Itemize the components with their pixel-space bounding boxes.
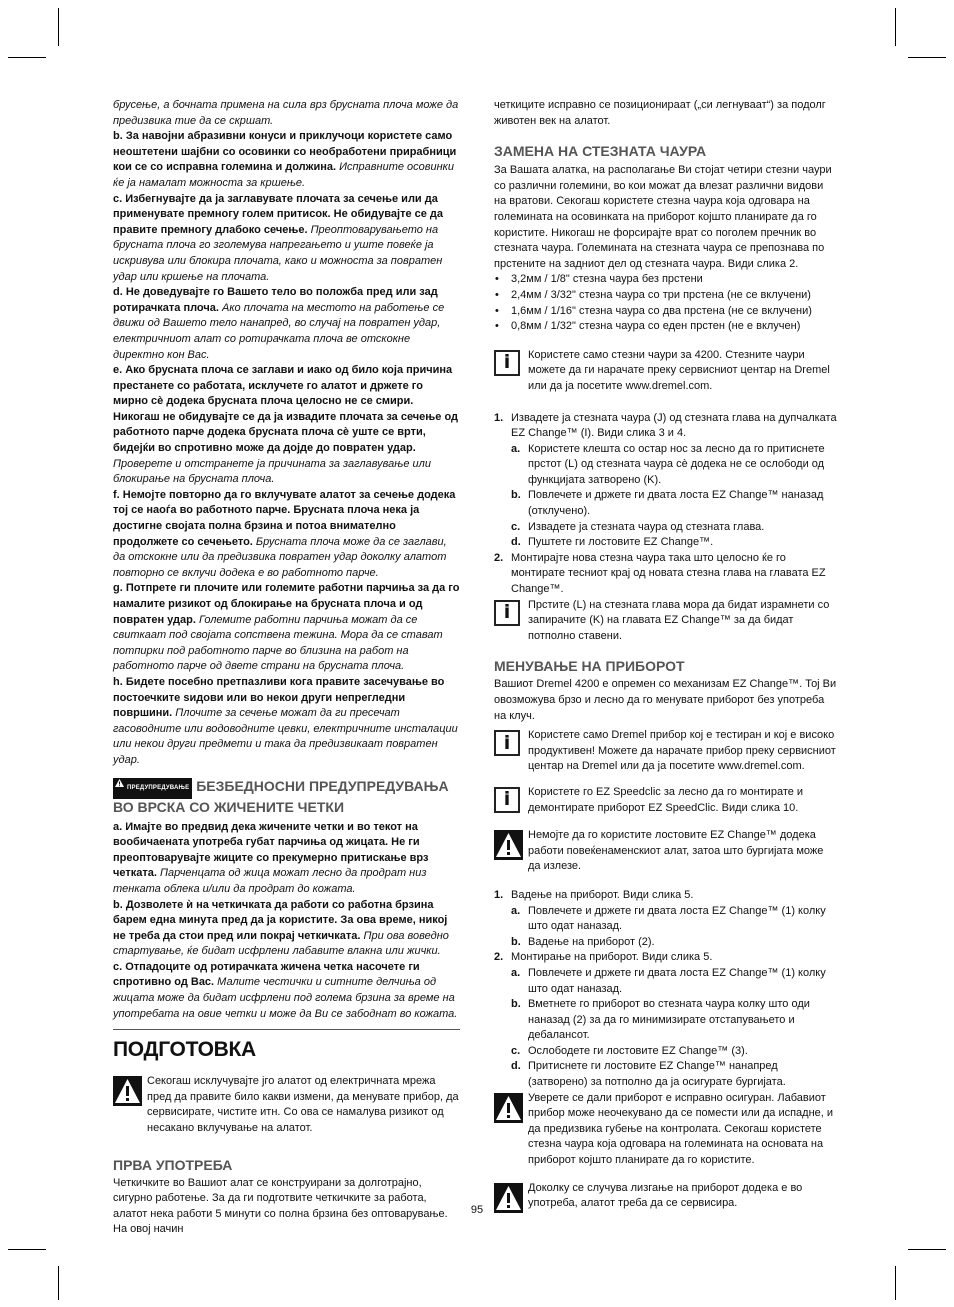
list-item: a. Повлечете и држете ги двата лоста EZ Change™ (1) колку што одат наназад. xyxy=(511,966,826,995)
paragraph: c. Отпадоците од ротирачката жичена четка насочете ги спротивно од Вас. Малите честички и ситните делчиња од жицата може да бидат исфрлени под голема брзина за време на употребата на овие четки и може да Ви се забоднат во кожата. xyxy=(113,960,458,1020)
accessory-steps xyxy=(494,888,838,1091)
paragraph: e. Ако брусната плоча се заглави и иако од било која причина престанете со работата, исклучете го алатот и држете го мирно сè додека брусната плоча целосно не се смири. Никогаш не обидувајте се да ја извадите плочата за сечење од работното парче додека брусната плоча сè уште се врти, бидејќи во спротивно може да дојде до повратен удар. Проверете и отстранете ја причината за заглавување или блокирање на брусната плоча. xyxy=(113,364,458,486)
warning-note: Уверете се дали приборот е исправно осигуран. Лабавиот прибор може неочекувано да се помести или да испадне, и да предизвика губење на контролата. Секогаш користете стезна чаура која одговара на големината на основата на приборот којшто планирате да го користите. xyxy=(494,1091,838,1169)
warning-icon xyxy=(113,1076,142,1106)
paragraph: f. Немојте повторно да го вклучувате алатот за сечење додека тој се наоѓа во работното парче. Брусната плоча нека ја достигне својата полна брзина и потоа внимателно продолжете со сечењето. Брусната плоча може да се заглави, да отскокне или да предизвика повратен удар доколку алатот повторно се вклучи додека е во работното парче. xyxy=(113,488,456,579)
section-heading-accessory-change: МЕНУВАЊЕ НА ПРИБОРОТ xyxy=(494,658,685,675)
warning-note: Немојте да го користите лостовите EZ Change™ додека работи повеќенаменскиот алат, затоа што бургијата може да излезе. xyxy=(494,828,838,875)
collet-size-list xyxy=(494,272,838,334)
info-icon: i xyxy=(494,730,520,756)
paragraph: b. Дозволете ѝ на четкичката да работи со работна брзина барем една минута пред да ја користите. За ова време, никој не треба да стои пред или покрај четкичката. При ова воведно стартување, ќе бидат исфрлени лабавите влакна или жички. xyxy=(113,898,449,958)
info-note: i Користете само Dremel прибор кој е тестиран и кој е високо продуктивен! Можете да нарачате прибор преку сервисниот центар на Dremel или да ја посетите www.dremel.com. xyxy=(494,728,838,775)
info-icon: i xyxy=(494,350,520,376)
warning-badge: ПРЕДУПРЕДУВАЊЕ xyxy=(113,778,192,799)
paragraph: Четкичките во Вашиот алат се конструирани за долготрајно, сигурно работење. За да ги подготвите четкичките за работа, алатот нека работи 5 минути со полна брзина без оптоварување. На овој начин xyxy=(113,1176,448,1236)
paragraph: c. Избегнувајте да ја заглавувате плочата за сечење или да применувате премногу голем притисок. Не обидувајте се да правите премногу длабоко сечење. Преоптоварувањето на брусната плоча го зголемува напрегањето и уште повеќе ја искривува или блокира плочата, како и можноста за повратен удар или кршење на плочата. xyxy=(113,192,444,283)
list-item: d. Пуштете ги лостовите EZ Change™. xyxy=(511,536,714,549)
paragraph: За Вашата алатка, на располагање Ви стојат четири стезни чаури со различни големини, во кои можат да влезат различни видови на вратови. Секогаш користете стезна чаура која одговара на големината на осовинката на приборот којшто планирате да го користите. Никогаш не форсирајте врат со поголем пречник во стезната чаура. Големината на стезната чаура се препознава по прстените на задниот дел од стезната чаура. Види слика 2. xyxy=(494,164,832,270)
section-heading-collet: ЗАМЕНА НА СТЕЗНАТА ЧАУРА xyxy=(494,143,707,160)
list-item: b. Вадење на приборот (2). xyxy=(511,935,655,948)
list-item: 1. Извадете ја стезната чаура (J) од стезната глава на дупчалката EZ Change™ (I). Види слика 3 и 4. a. Користете клешта со остар нос за лесно да го притиснете прстот (L) од стезната чаура сè додека не се ослободи од функцијата затворено (K). b. Повлечете и држете ги двата лоста EZ Change™ наназад (отклучено). c. Извадете ја стезната чаура од стезната глава. d. Пуштете ги лостовите EZ Change™. xyxy=(494,411,838,551)
list-item: c. Извадете ја стезната чаура од стезната глава. xyxy=(511,520,765,533)
crop-mark xyxy=(895,8,896,46)
left-column xyxy=(113,98,460,1238)
warning-triangle-icon xyxy=(115,779,124,787)
section-divider xyxy=(113,1029,460,1030)
crop-mark xyxy=(8,1249,46,1250)
crop-mark xyxy=(908,1249,946,1250)
list-item: • 3,2мм / 1/8" стезна чаура без прстени xyxy=(494,272,838,288)
crop-mark xyxy=(908,57,946,58)
paragraph: g. Потпрете ги плочите или големите работни парчиња за да го намалите ризикот од блокирање на брусната плоча и од повратен удар. Големите работни парчиња можат да се свиткаат под својата сопствена тежина. Мора да се стават потпирки под работното парче во близина на работ на работното парче од двете страни на брусната плоча. xyxy=(113,582,460,673)
info-note: i Користете го EZ Speedclic за лесно да го монтирате и демонтирате приборот EZ SpeedClic. Види слика 10. xyxy=(494,785,838,816)
warning-note: Секогаш исклучувајте јго алатот од електричната мрежа пред да правите било какви измени, да менувате прибор, да сервисирате, чистите итн. Со ова се намалува ризикот од несакано вклучување на алатот. xyxy=(113,1074,460,1136)
warning-icon xyxy=(494,1093,523,1123)
crop-mark xyxy=(895,1266,896,1300)
warning-note: Доколку се случува лизгање на приборот додека е во употреба, алатот треба да се сервисира. xyxy=(494,1181,838,1213)
list-item: • 1,6мм / 1/16" стезна чаура со два прстена (не се вклучени) xyxy=(494,304,838,320)
info-icon: i xyxy=(494,787,520,813)
section-heading-preparation: ПОДГОТОВКА xyxy=(113,1038,256,1062)
paragraph: Вашиот Dremel 4200 е опремен со механизам EZ Change™. Тој Ви овозможува брзо и лесно да го менувате приборот без употреба на клуч. xyxy=(494,678,837,722)
paragraph: брусење, а бочната примена на сила врз брусната плоча може да предизвика тие да се скршат. xyxy=(113,99,459,127)
right-column xyxy=(494,98,838,1213)
list-item: b. Повлечете и држете ги двата лоста EZ Change™ наназад (отклучено). xyxy=(511,489,824,518)
list-item: • 0,8мм / 1/32" стезна чаура со еден прстен (не е вклучен) xyxy=(494,319,838,335)
paragraph: b. За навојни абразивни конуси и приклучоци користете само неоштетени шајбни со осовинки со необработени прирабници кои се со исправна големина и должина. Исправните осовинки ќе ја намалат можноста за кршење. xyxy=(113,130,457,189)
paragraph: четкиците исправно се позиционираат („си легнуваат“) за подолг животен век на алатот. xyxy=(494,99,826,127)
warning-icon xyxy=(494,830,523,860)
list-item: b. Вметнете го приборот во стезната чаура колку што оди наназад (2) за да го минимизирате отстапувањето и дебалансот. xyxy=(511,998,810,1042)
crop-mark xyxy=(58,1266,59,1300)
section-heading-first-use: ПРВА УПОТРЕБА xyxy=(113,1156,233,1173)
info-note: i Користете само стезни чаури за 4200. Стезните чаури можете да ги нарачате преку сервисниот центар на Dremel или да ја посетите www.dremel.com. xyxy=(494,348,838,395)
crop-mark xyxy=(58,8,59,46)
paragraph: h. Бидете посебно претпазливи кога правите засечување во постоечките ѕидови или во некои други непрегледни површини. Плочите за сечење можат да ги пресечат гасоводните или водоводните цевки, електричните инсталации или некои други предмети и така да предизвикаат повратен удар. xyxy=(113,675,458,766)
crop-mark xyxy=(8,57,46,58)
paragraph: d. Не доведувајте го Вашето тело во положба пред или зад ротирачката плоча. Ако плочата на местото на работење се движи од Вашето тело нанапред, во случај на повратен удар, електричниот алат со ротирачката плоча ве отскокне директно кон Вас. xyxy=(113,286,445,361)
info-icon: i xyxy=(494,600,520,626)
list-item: c. Ослободете ги лостовите EZ Change™ (3). xyxy=(511,1044,748,1057)
section-heading-wire-brushes: ПРЕДУПРЕДУВАЊЕ БЕЗБЕДНОСНИ ПРЕДУПРЕДУВАЊА ВО ВРСКА СО ЖИЧЕНИТЕ ЧЕТКИ xyxy=(113,777,449,815)
paragraph: a. Имајте во предвид дека жичените четки и во текот на вообичаената употреба губат парчиња од жицата. Не ги преоптоварувајте жиците со прекумерно притискање врз четката. Парченцата од жица можат лесно да продрат низ тенката облека и/или да продрат до кожата. xyxy=(113,820,429,895)
list-item: 1. Вадење на приборот. Види слика 5. a. Повлечете и држете ги двата лоста EZ Change™ (1) колку што одат наназад. b. Вадење на приборот (2). xyxy=(494,888,838,950)
info-note: i Прстите (L) на стезната глава мора да бидат израмнети со запирачите (K) на главата EZ Change™ за да бидат потполно ставени. xyxy=(494,598,838,645)
list-item: • 2,4мм / 3/32" стезна чаура со три прстена (не се вклучени) xyxy=(494,288,838,304)
collet-steps xyxy=(494,411,838,598)
list-item: a. Повлечете и држете ги двата лоста EZ Change™ (1) колку што одат наназад. xyxy=(511,904,826,933)
list-item: 2. Монтирање на приборот. Види слика 5. a. Повлечете и држете ги двата лоста EZ Change™ (1) колку што одат наназад. b. Вметнете го приборот во стезната чаура колку што оди наназад (2) за да го минимизирате отстапувањето и дебалансот. c. Ослободете ги лостовите EZ Change™ (3). d. Притиснете ги лостовите EZ Change™ нанапред (затворено) за потполно да ја осигурате бургијата. xyxy=(494,950,838,1090)
list-item: 2. Монтирајте нова стезна чаура така што целосно ќе го монтирате тесниот крај од новата стезна глава на главата EZ Change™. xyxy=(494,551,826,596)
list-item: a. Користете клешта со остар нос за лесно да го притиснете прстот (L) од стезната чаура сè додека не се ослободи од функцијата затворено (K). xyxy=(511,442,825,486)
list-item: d. Притиснете ги лостовите EZ Change™ нанапред (затворено) за потполно да ја осигурате бургијата. xyxy=(511,1060,786,1089)
page-number: 95 xyxy=(470,1204,484,1216)
